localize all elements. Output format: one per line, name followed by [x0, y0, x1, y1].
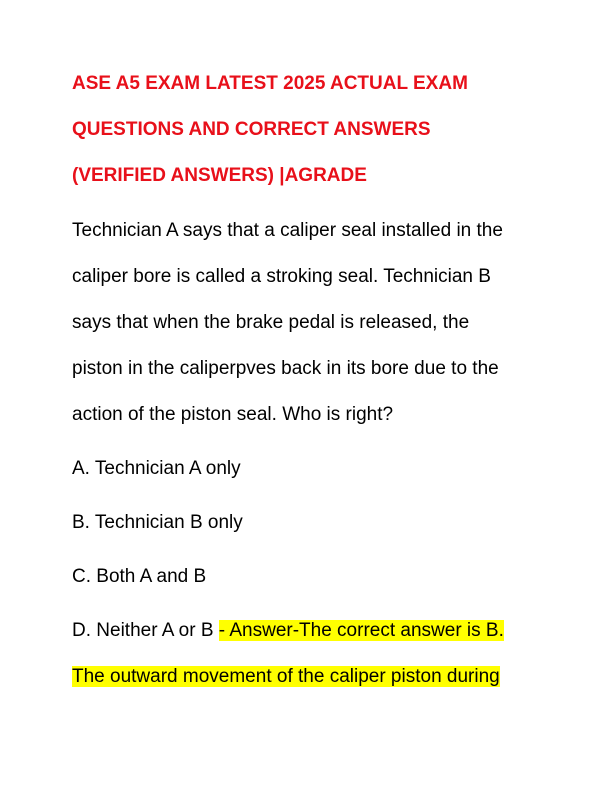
option-c: C. Both A and B — [72, 566, 207, 587]
question-line-4: piston in the caliperpves back in its bore due to the — [72, 358, 499, 379]
option-d-row — [72, 619, 504, 643]
answer-highlight-1: - Answer-The correct answer is B. — [218, 620, 504, 641]
answer-highlight-2: The outward movement of the caliper piston during — [72, 666, 500, 687]
option-d: D. Neither A or B — [72, 620, 214, 641]
question-line-5: action of the piston seal. Who is right? — [72, 404, 394, 425]
title-line-2: QUESTIONS AND CORRECT ANSWERS — [72, 119, 431, 140]
title-line-3: (VERIFIED ANSWERS) |AGRADE — [72, 165, 367, 186]
answer-line-2-row — [72, 665, 500, 689]
question-line-3: says that when the brake pedal is released, the — [72, 312, 470, 333]
question-line-1: Technician A says that a caliper seal installed in the — [72, 220, 503, 241]
question-line-2: caliper bore is called a stroking seal. Technician B — [72, 266, 491, 287]
option-a: A. Technician A only — [72, 458, 241, 479]
option-b: B. Technician B only — [72, 512, 243, 533]
title-line-1: ASE A5 EXAM LATEST 2025 ACTUAL EXAM — [72, 73, 468, 94]
